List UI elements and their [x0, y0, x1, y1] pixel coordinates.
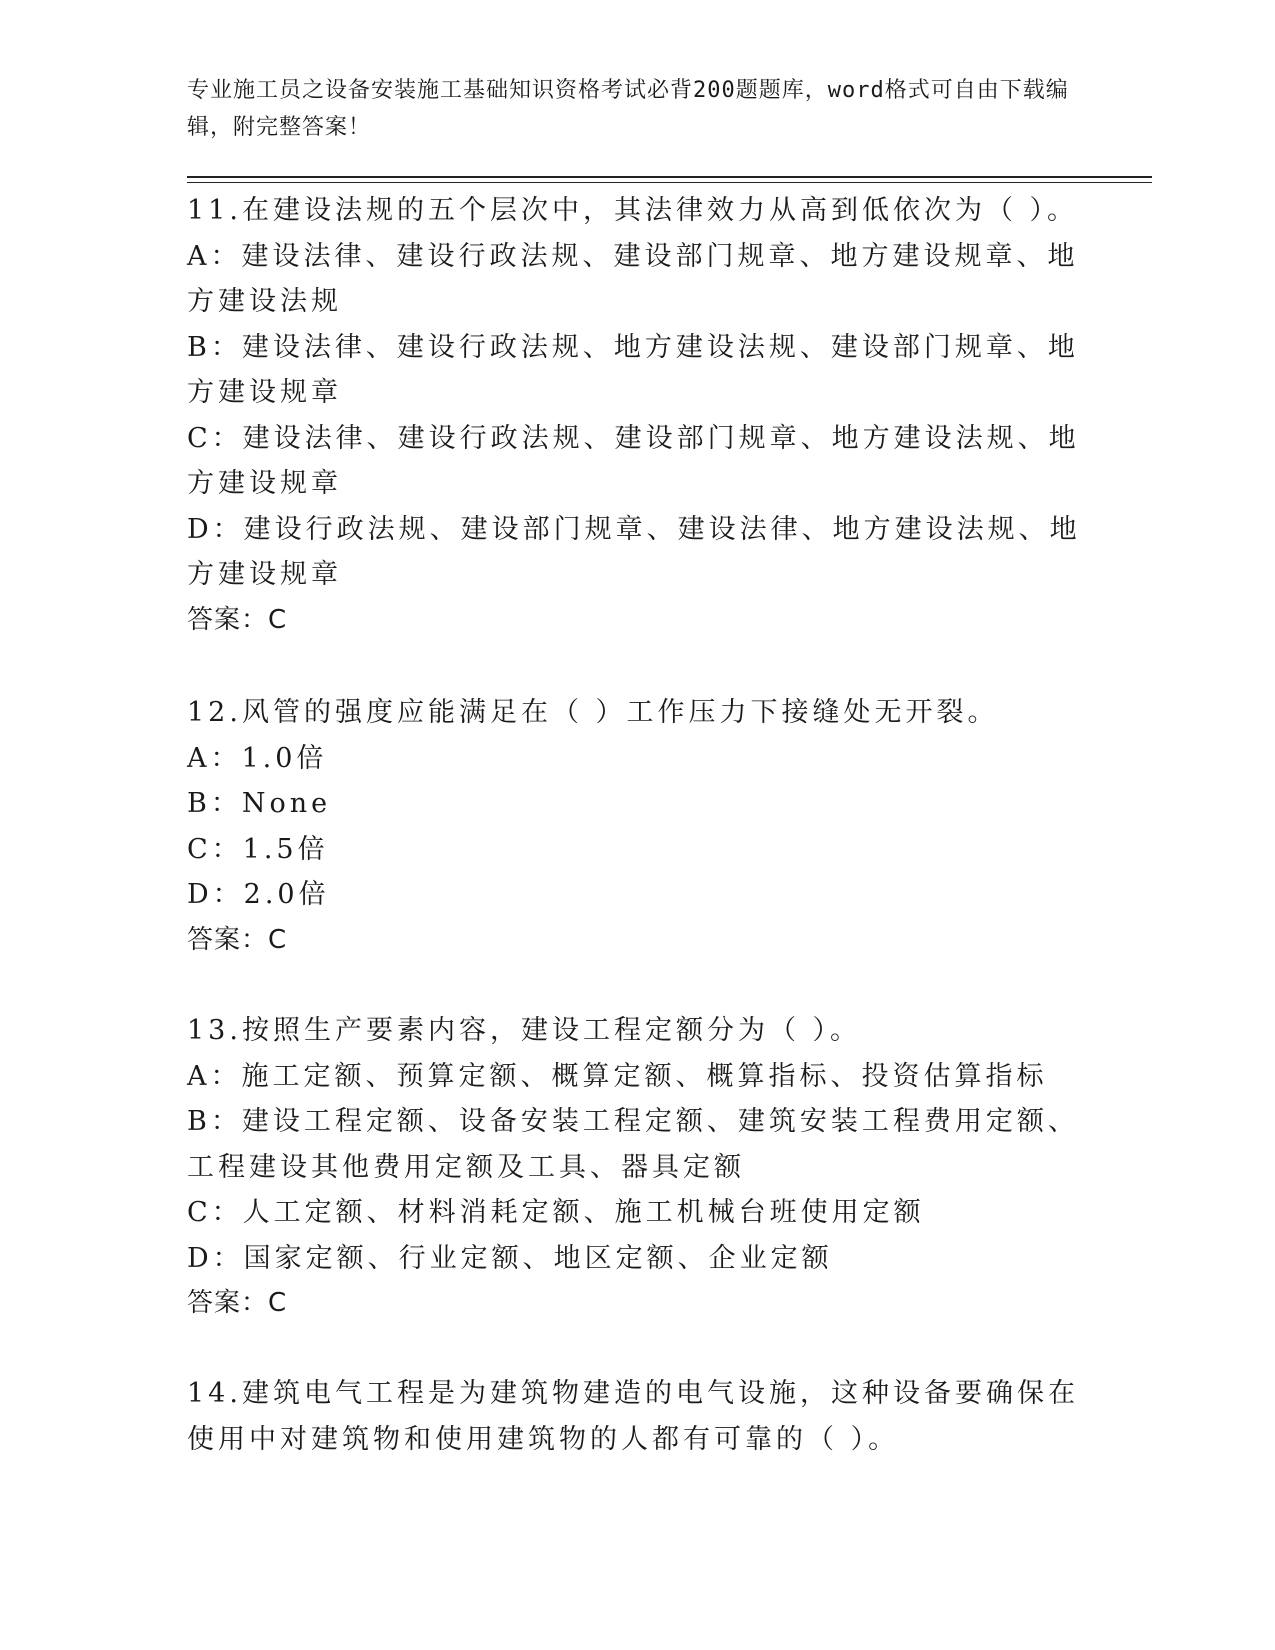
question-stem: 12.风管的强度应能满足在（ ）工作压力下接缝处无开裂。	[187, 697, 999, 728]
option-c: C：建设法律、建设行政法规、建设部门规章、地方建设法规、地方建设规章	[187, 422, 1080, 499]
header-divider	[187, 176, 1152, 178]
header-divider-thin	[187, 182, 1152, 183]
option-d: D：国家定额、行业定额、地区定额、企业定额	[187, 1242, 833, 1274]
option-a: A：1.0倍	[187, 742, 328, 774]
answer-text: 答案：C	[187, 924, 288, 955]
option-d: D：2.0倍	[187, 879, 330, 910]
option-d: D：建设行政法规、建设部门规章、建设法律、地方建设法规、地方建设规章	[187, 513, 1081, 590]
option-a: A：建设法律、建设行政法规、建设部门规章、地方建设规章、地方建设法规	[187, 240, 1079, 317]
question-11	[187, 188, 1087, 643]
question-12	[187, 690, 1087, 963]
option-c: C：1.5倍	[187, 833, 329, 865]
question-14	[187, 1371, 1087, 1462]
option-b: B：建设工程定额、设备安装工程定额、建筑安装工程费用定额、工程建设其他费用定额及工具、器具定额	[187, 1106, 1079, 1183]
option-c: C：人工定额、材料消耗定额、施工机械台班使用定额	[187, 1197, 925, 1228]
header-title: 专业施工员之设备安装施工基础知识资格考试必背200题题库，word格式可自由下载编辑，附完整答案！	[187, 78, 1069, 140]
question-stem: 14.建筑电气工程是为建筑物建造的电气设施，这种设备要确保在使用中对建筑物和使用建筑物的人都有可靠的（ ）。	[187, 1378, 1079, 1455]
document-header	[187, 72, 1087, 146]
option-a: A：施工定额、预算定额、概算定额、概算指标、投资估算指标	[187, 1060, 1048, 1092]
answer-text: 答案：C	[187, 1288, 288, 1318]
question-stem: 13.按照生产要素内容，建设工程定额分为（ ）。	[187, 1015, 862, 1046]
question-stem: 11.在建设法规的五个层次中，其法律效力从高到低依次为（ ）。	[187, 195, 1079, 226]
question-13	[187, 1008, 1087, 1327]
option-b: B：None	[187, 788, 332, 819]
option-b: B：建设法律、建设行政法规、地方建设法规、建设部门规章、地方建设规章	[187, 331, 1079, 408]
answer-text: 答案：C	[187, 604, 288, 635]
